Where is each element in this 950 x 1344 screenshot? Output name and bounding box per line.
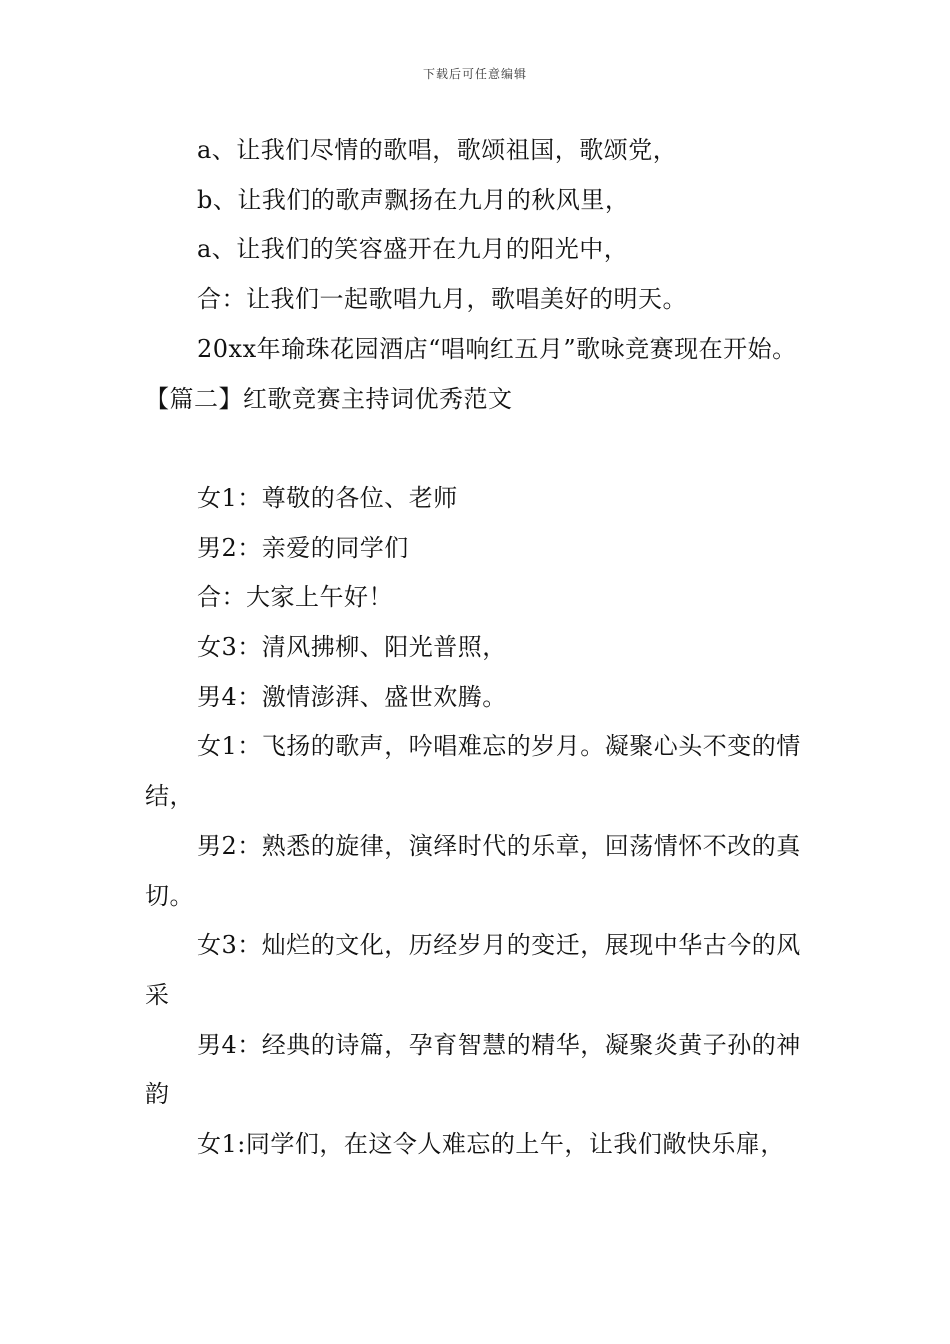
paragraph: 男4：激情澎湃、盛世欢腾。 (197, 682, 507, 711)
paragraph: 女3：清风拂柳、阳光普照， (197, 633, 507, 662)
paragraph: 女1：尊敬的各位、老师 (197, 483, 458, 512)
paragraph: 20xx年瑜珠花园酒店“唱响红五月”歌咏竞赛现在开始。 (197, 334, 797, 363)
section-heading: 【篇二】红歌竞赛主持词优秀范文 (145, 384, 513, 413)
paragraph: 合：让我们一起歌唱九月，歌唱美好的明天。 (197, 285, 687, 314)
blank-line (145, 424, 810, 474)
paragraph: b、让我们的歌声飘扬在九月的秋风里， (197, 185, 630, 214)
paragraph: 女3：灿烂的文化，历经岁月的变迁，展现中华古今的风采 (145, 931, 801, 1009)
paragraph: 男2：熟悉的旋律，演绎时代的乐章，回荡情怀不改的真切。 (145, 831, 801, 910)
page-header: 下载后可任意编辑 (422, 67, 527, 81)
paragraph: 女1：飞扬的歌声，吟唱难忘的岁月。凝聚心头不变的情结， (145, 732, 801, 811)
paragraph: a、让我们的笑容盛开在九月的阳光中， (197, 235, 629, 264)
paragraph: 男2：亲爱的同学们 (197, 533, 409, 562)
paragraph: 女1:同学们，在这令人难忘的上午，让我们敞快乐扉， (197, 1130, 785, 1159)
paragraph: 男4：经典的诗篇，孕育智慧的精华，凝聚炎黄子孙的神韵 (145, 1030, 801, 1109)
document-body (145, 126, 810, 1170)
paragraph: a、让我们尽情的歌唱，歌颂祖国，歌颂党， (197, 136, 678, 164)
paragraph: 合：大家上午好！ (197, 583, 393, 612)
